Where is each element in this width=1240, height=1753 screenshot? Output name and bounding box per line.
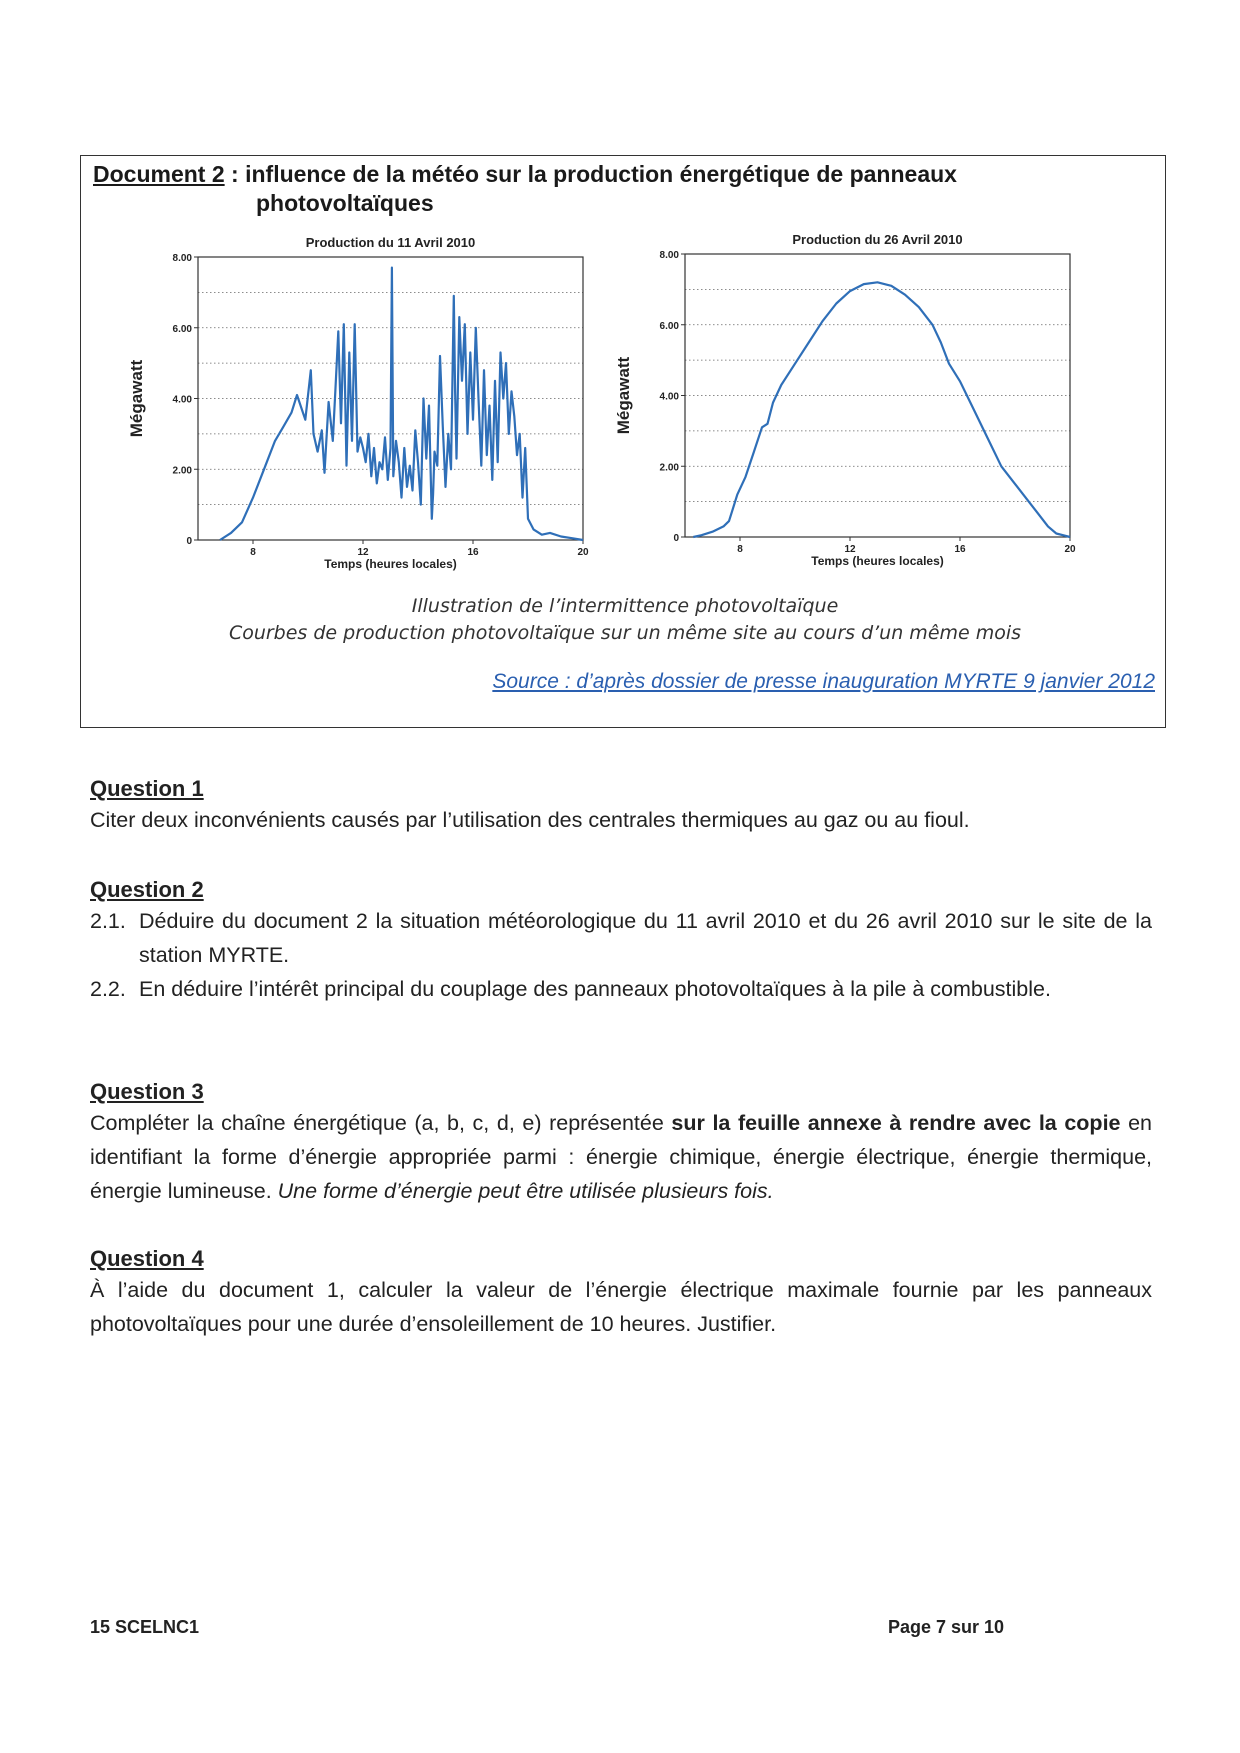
- title-line-2: photovoltaïques: [256, 190, 434, 216]
- chart-title: Production du 26 Avril 2010: [792, 232, 963, 247]
- source-link[interactable]: Source : d’après dossier de presse inauguration MYRTE 9 janvier 2012: [492, 670, 1155, 693]
- x-tick-label: 8: [250, 547, 256, 558]
- item-text: En déduire l’intérêt principal du couplage des panneaux photovoltaïques à la pile à combustible.: [139, 977, 1051, 1001]
- y-tick-label: 0: [186, 536, 192, 547]
- y-tick-label: 8.00: [172, 253, 192, 264]
- q3-text-start: Compléter la chaîne énergétique (a, b, c, d, e) représentée: [90, 1111, 672, 1135]
- question-3-heading: Question 3: [90, 1079, 204, 1104]
- y-tick-label: 6.00: [172, 323, 192, 335]
- q3-text-middle: en identifiant la forme d’énergie appropriée parmi : énergie chimique, énergie électrique, énergie thermique, énergie lumineuse.: [90, 1111, 1152, 1203]
- production-series-line: [220, 268, 583, 540]
- x-axis-label: Temps (heures locales): [324, 557, 457, 571]
- y-tick-label: 8.00: [659, 250, 679, 261]
- y-tick-label: 4.00: [659, 391, 679, 403]
- question-4-text: À l’aide du document 1, calculer la valeur de l’énergie électrique maximale fournie par les panneaux photovoltaïques pour une durée d’ensoleillement de 10 heures. Justifier.: [90, 1278, 1152, 1336]
- y-tick-label: 2.00: [659, 462, 679, 474]
- x-tick-label: 12: [844, 544, 856, 555]
- title-separator: :: [224, 161, 246, 187]
- chart-11-avril: [118, 225, 608, 575]
- x-tick-label: 12: [357, 547, 369, 558]
- question-4-heading: Question 4: [90, 1246, 204, 1271]
- q3-italic-text: Une forme d’énergie peut être utilisée plusieurs fois.: [277, 1179, 774, 1203]
- chart-title: Production du 11 Avril 2010: [305, 235, 476, 250]
- y-tick-label: 6.00: [659, 320, 679, 332]
- document-label: Document 2: [93, 161, 225, 187]
- item-number: 2.1.: [90, 909, 126, 933]
- question-1-heading: Question 1: [90, 776, 204, 801]
- footer-code: 15 SCELNC1: [90, 1617, 200, 1637]
- y-axis-label: Mégawatt: [614, 356, 633, 435]
- caption-line-2: Courbes de production photovoltaïque sur un même site au cours d’un même mois: [228, 622, 1022, 644]
- question-2-1: [90, 904, 1152, 972]
- document-title: [93, 160, 1143, 218]
- item-text: Déduire du document 2 la situation météorologique du 11 avril 2010 et du 26 avril 2010 sur le site de la station MYRTE.: [139, 909, 1152, 967]
- question-1-text: Citer deux inconvénients causés par l’utilisation des centrales thermiques au gaz ou au fioul.: [90, 808, 970, 832]
- title-line-1: influence de la météo sur la production énergétique de panneaux: [245, 161, 957, 187]
- x-tick-label: 20: [577, 547, 589, 558]
- q3-bold-text: sur la feuille annexe à rendre avec la copie: [671, 1111, 1121, 1135]
- x-tick-label: 20: [1064, 544, 1076, 555]
- y-axis-label: Mégawatt: [127, 359, 146, 438]
- question-2-heading: Question 2: [90, 877, 204, 902]
- item-number: 2.2.: [90, 977, 126, 1001]
- x-tick-label: 16: [954, 544, 966, 555]
- question-3-text: [90, 1106, 1152, 1208]
- caption-line-1: Illustration de l’intermittence photovoltaïque: [411, 595, 839, 617]
- y-tick-label: 0: [673, 533, 679, 544]
- x-tick-label: 16: [467, 547, 479, 558]
- footer-page: Page 7 sur 10: [888, 1617, 1005, 1637]
- chart-26-avril: [605, 222, 1095, 572]
- y-tick-label: 2.00: [172, 465, 192, 477]
- y-tick-label: 4.00: [172, 394, 192, 406]
- x-axis-label: Temps (heures locales): [811, 554, 944, 568]
- question-2-2: [90, 972, 1152, 1006]
- production-series-line: [693, 282, 1070, 537]
- x-tick-label: 8: [737, 544, 743, 555]
